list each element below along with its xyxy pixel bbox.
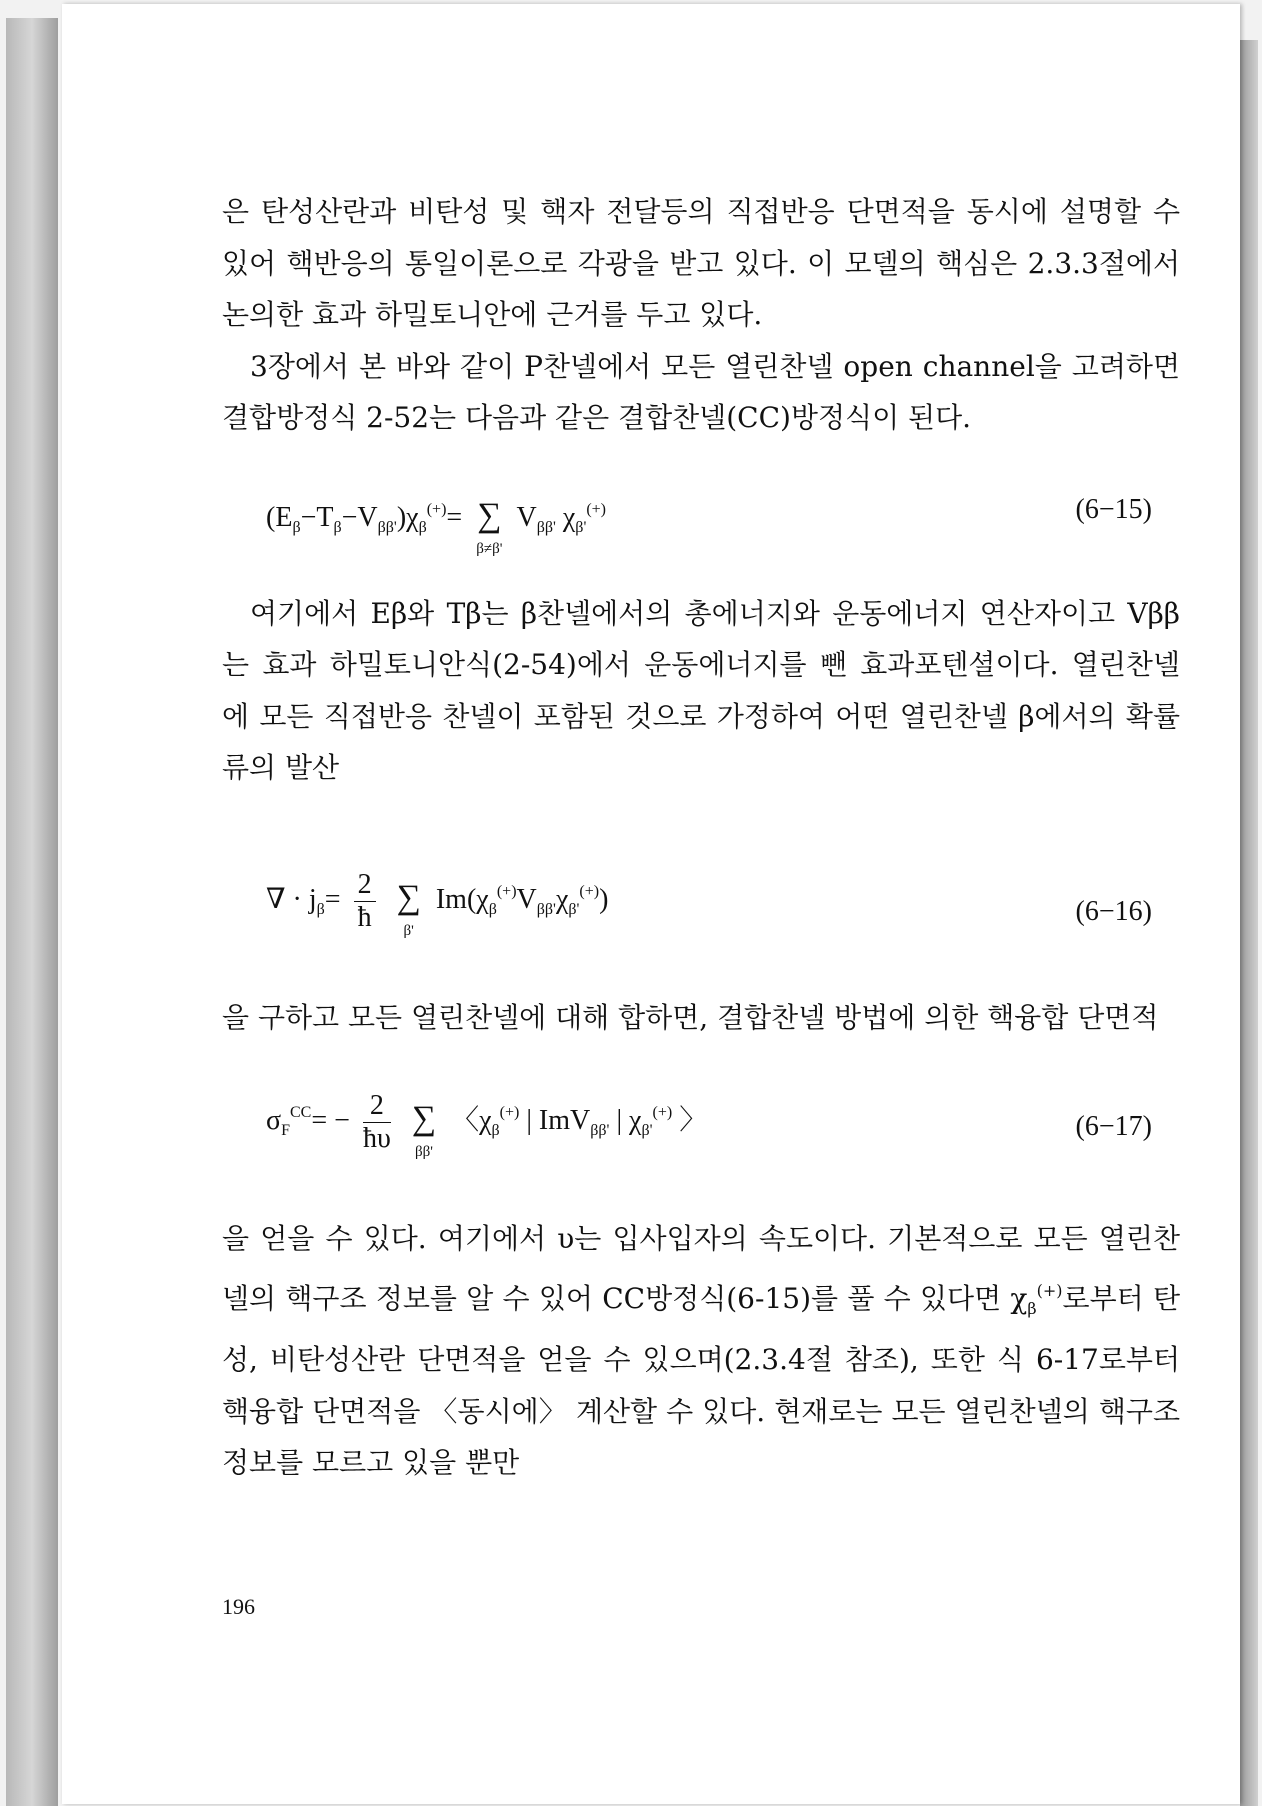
equation-6-16 xyxy=(222,834,1180,984)
book-spine xyxy=(6,18,58,1806)
equation-6-15-expression: $(E_\beta-T_\beta-V_{\beta\beta'})\chi_\beta^{(+)}=$ ∑ β≠β' $V_{\beta\beta'}$ $\chi_{\beta'}^{(+)}$ xyxy=(266,484,606,554)
summation-sign: ∑ β' xyxy=(396,878,421,939)
paragraph-5: 을 얻을 수 있다. 여기에서 υ는 입사입자의 속도이다. 기본적으로 모든 열린찬넬의 핵구조 정보를 알 수 있어 CC방정식(6-15)를 풀 수 있다면 $\chi_\beta^{(+)}$로부터 탄성, 비탄성산란 단면적을 얻을 수 있으며(2.3.4절 참조), 또한 식 6-17로부터 핵융합 단면적을 〈동시에〉 계산할 수 있다. 현재로는 모든 열린찬넬의 핵구조 정보를 모르고 있을 뿐만 xyxy=(222,1222,1181,1479)
equation-number: (6−17) xyxy=(1075,1111,1152,1142)
equation-number: (6−16) xyxy=(1075,895,1152,927)
equation-6-16-expression: ∇ · $j_\beta=$ $\frac{2}{ħ}$ ∑ β' $Im(\chi_\beta^{(+)}V_{\beta\beta'}\chi_{\beta'}^{(+)})$ xyxy=(266,868,609,939)
fraction: $\frac{2}{ħ\upsilon}$ xyxy=(362,1090,391,1155)
equation-number: (6−15) xyxy=(1075,493,1152,525)
fraction: $\frac{2}{ħ}$ xyxy=(354,869,376,934)
equation-6-17 xyxy=(222,1065,1180,1205)
equation-6-17-expression: $\sigma_F^{CC}=$ − $\frac{2}{ħ\upsilon}$ ∑ ββ' 〈$\chi_\beta^{(+)}$ | ImV$_{\beta\beta'}$ | $\chi_{\beta'}^{(+)}$ 〉 xyxy=(266,1090,708,1160)
page-edge-shadow xyxy=(1240,40,1258,1806)
book-page xyxy=(62,4,1240,1804)
page-content xyxy=(222,186,1180,1489)
paragraph-4: 을 구하고 모든 열린찬넬에 대해 합하면, 결합찬넬 방법에 의한 핵융합 단면적 xyxy=(222,1000,1159,1034)
page-number: 196 xyxy=(222,1594,255,1619)
summation-sign: ∑ β≠β' xyxy=(476,496,503,557)
paragraph-1: 은 탄성산란과 비탄성 및 핵자 전달등의 직접반응 단면적을 동시에 설명할 수 있어 핵반응의 통일이론으로 각광을 받고 있다. 이 모델의 핵심은 2.3.3절에서 논의한 효과 하밀토니안에 근거를 두고 있다. xyxy=(222,195,1180,331)
equation-6-15 xyxy=(222,460,1180,580)
paragraph-2: 3장에서 본 바와 같이 P찬넬에서 모든 열린찬넬 open channel을 고려하면 결합방정식 2-52는 다음과 같은 결합찬넬(CC)방정식이 된다. xyxy=(222,349,1180,434)
paragraph-3: 여기에서 Eβ와 Tβ는 β찬넬에서의 총에너지와 운동에너지 연산자이고 Vββ는 효과 하밀토니안식(2-54)에서 운동에너지를 뺀 효과포텐셜이다. 열린찬넬에 모든 직접반응 찬넬이 포함된 것으로 가정하여 어떤 열린찬넬 β에서의 확률류의 발산 xyxy=(222,596,1180,784)
summation-sign: ∑ ββ' xyxy=(411,1100,437,1160)
